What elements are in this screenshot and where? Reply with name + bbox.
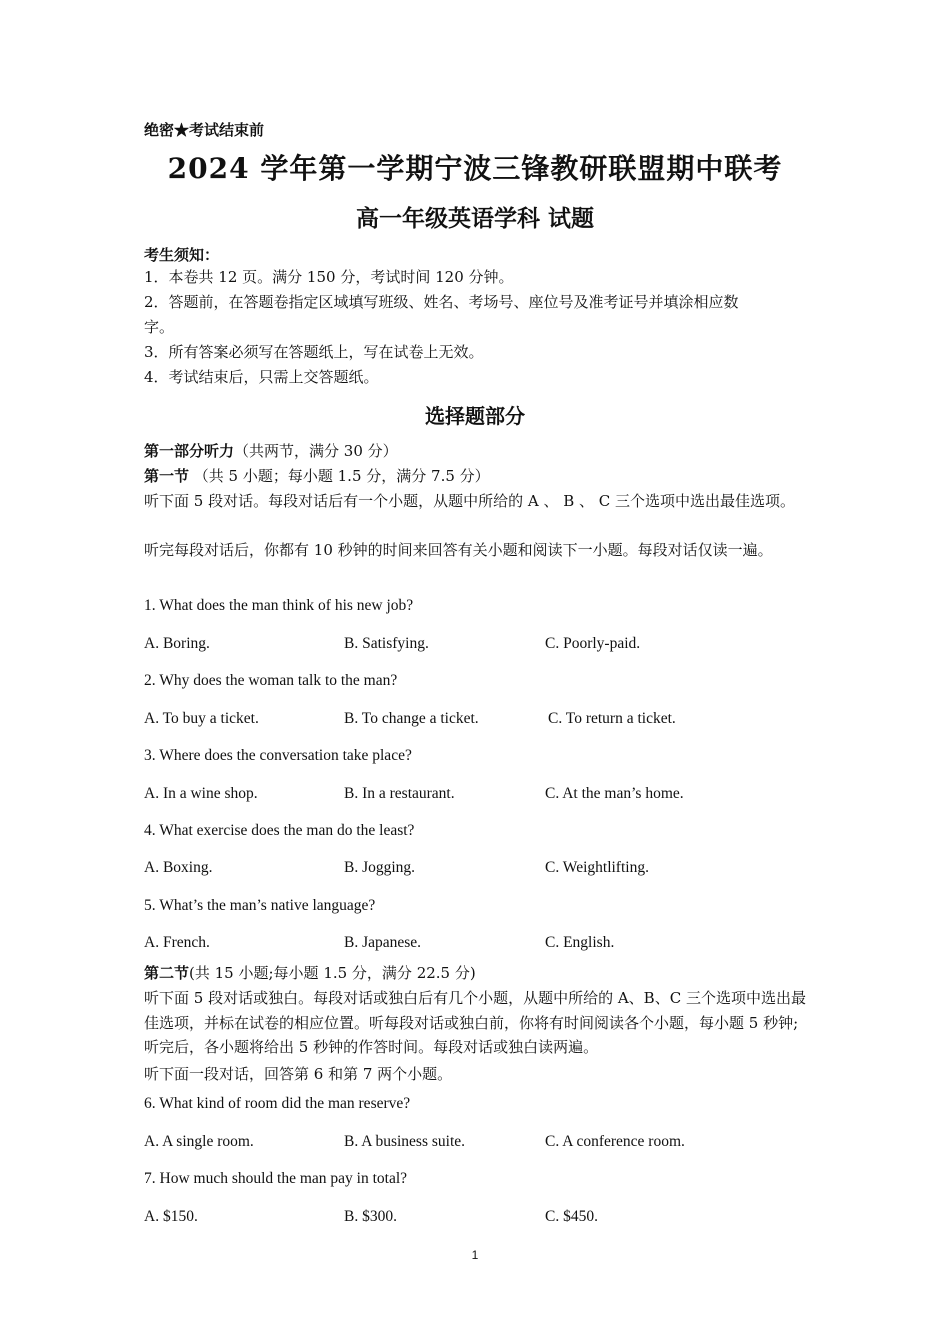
q4-option-c: C. Weightlifting. <box>545 859 649 876</box>
question-5: 5. What’s the man’s native language? <box>144 897 376 914</box>
exam-subtitle: 高一年级英语学科 试题 <box>355 205 594 232</box>
q6-option-a: A. A single room. <box>144 1133 254 1150</box>
q1-option-a: A. Boring. <box>144 635 210 652</box>
q7-option-c: C. $450. <box>545 1208 598 1225</box>
q2-option-b: B. To change a ticket. <box>344 710 479 727</box>
q5-option-b: B. Japanese. <box>344 934 422 951</box>
q2-option-c: C. To return a ticket. <box>548 710 676 727</box>
notice-item-2-cont: 字。 <box>144 318 175 336</box>
q6-option-b: B. A business suite. <box>344 1133 466 1150</box>
question-4: 4. What exercise does the man do the least? <box>144 822 415 839</box>
question-6: 6. What kind of room did the man reserve? <box>144 1095 411 1112</box>
q5-option-a: A. French. <box>144 934 210 951</box>
q1-option-b: B. Satisfying. <box>344 635 429 652</box>
question-1: 1. What does the man think of his new job? <box>144 597 414 614</box>
q3-option-a: A. In a wine shop. <box>144 785 258 802</box>
sec1-heading-bold: 第一节 <box>144 467 190 485</box>
question-7: 7. How much should the man pay in total? <box>144 1170 408 1187</box>
q5-option-c: C. English. <box>545 934 615 951</box>
q6-option-c: C. A conference room. <box>545 1133 685 1150</box>
sec2-instruction-1: 听下面 5 段对话或独白。每段对话或独白后有几个小题，从题中所给的 A、B、C 三个选项中选出最佳选项，并标在试卷的相应位置。听每段对话或独白前，你将有时间阅读各个小题，每小题 5 秒钟;听完后，各小题将给出 5 秒钟的作答时间。每段对话或独白读两遍。 <box>144 989 806 1056</box>
part1-heading <box>144 439 398 464</box>
sec1-instruction-2: 听完每段对话后，你都有 10 秒钟的时间来回答有关小题和阅读下一小题。每段对话仅读一遍。 <box>144 541 773 559</box>
q7-option-b: B. $300. <box>344 1208 397 1225</box>
q1-option-c: C. Poorly-paid. <box>545 635 641 652</box>
question-3: 3. Where does the conversation take place? <box>144 747 412 764</box>
q4-option-a: A. Boxing. <box>144 859 213 876</box>
notice-item-4: 4．考试结束后，只需上交答题纸。 <box>144 368 379 386</box>
section-title: 选择题部分 <box>425 404 525 428</box>
sec1-heading <box>144 464 490 489</box>
q2-option-a: A. To buy a ticket. <box>144 710 259 727</box>
notice-item-3: 3．所有答案必须写在答题纸上，写在试卷上无效。 <box>144 343 484 361</box>
sec2-heading <box>144 961 476 986</box>
q3-option-b: B. In a restaurant. <box>344 785 455 802</box>
q7-option-a: A. $150. <box>144 1208 198 1225</box>
page-number: 1 <box>471 1248 479 1262</box>
sec1-heading-rest: （共 5 小题；每小题 1.5 分，满分 7.5 分） <box>189 467 490 485</box>
notice-heading: 考生须知： <box>144 246 220 264</box>
exam-title: 2024 学年第一学期宁波三锋教研联盟期中联考 <box>167 152 783 185</box>
part1-heading-bold: 第一部分听力 <box>144 442 235 460</box>
secret-label: 绝密★考试结束前 <box>144 121 265 139</box>
q4-option-b: B. Jogging. <box>344 859 416 876</box>
sec1-instruction-1: 听下面 5 段对话。每段对话后有一个小题，从题中所给的 A 、 B 、 C 三个选项中选出最佳选项。 <box>144 492 796 510</box>
q3-option-c: C. At the man’s home. <box>545 785 684 802</box>
notice-item-1: 1．本卷共 12 页。满分 150 分，考试时间 120 分钟。 <box>144 268 514 286</box>
question-2: 2. Why does the woman talk to the man? <box>144 672 398 689</box>
sec2-heading-rest: (共 15 小题;每小题 1.5 分，满分 22.5 分) <box>189 964 476 982</box>
notice-item-2: 2．答题前，在答题卷指定区域填写班级、姓名、考场号、座位号及准考证号并填涂相应数 <box>144 293 739 311</box>
sec2-instruction-2: 听下面一段对话，回答第 6 和第 7 两个小题。 <box>144 1065 453 1083</box>
part1-heading-rest: （共两节，满分 30 分） <box>234 442 398 460</box>
sec2-heading-bold: 第二节 <box>144 964 190 982</box>
